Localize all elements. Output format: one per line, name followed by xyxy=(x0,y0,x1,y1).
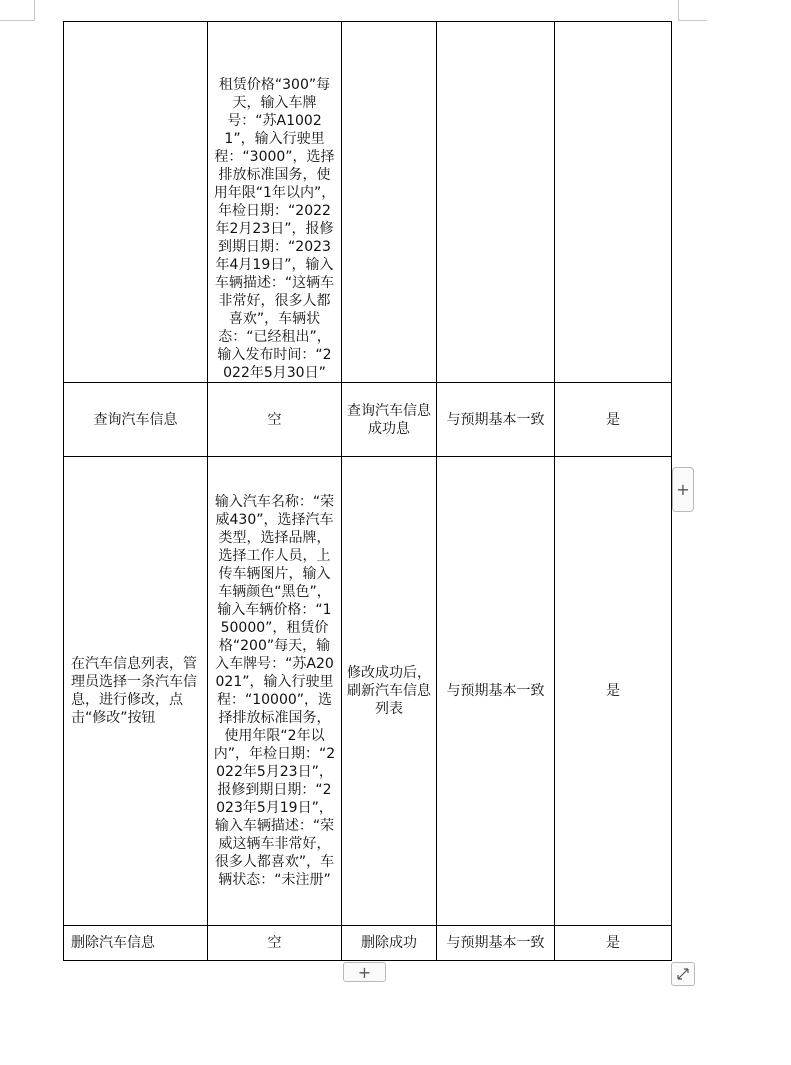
table-row xyxy=(64,22,672,383)
table-resize-handle[interactable] xyxy=(671,962,695,986)
table-cell xyxy=(437,22,555,383)
test-case-table xyxy=(63,21,672,961)
table-cell: 与预期基本一致 xyxy=(437,926,555,961)
table-cell: 是 xyxy=(555,926,672,961)
table-cell: 删除汽车信息 xyxy=(64,926,208,961)
table-cell: 是 xyxy=(555,457,672,926)
table-cell: 与预期基本一致 xyxy=(437,383,555,457)
table-cell: 是 xyxy=(555,383,672,457)
table-cell: 空 xyxy=(208,383,342,457)
table-cell: 与预期基本一致 xyxy=(437,457,555,926)
add-row-button[interactable] xyxy=(343,962,386,982)
plus-icon: + xyxy=(676,480,690,499)
table-cell: 删除成功 xyxy=(342,926,437,961)
table-cell: 查询汽车信息 xyxy=(64,383,208,457)
page-corner-mark-right xyxy=(678,0,707,21)
table-cell: 租赁价格“300”每天，输入车牌号：“苏A10021”，输入行驶里程：“3000”，选择排放标准国务，使用年限“1年以内”，年检日期：“2022年2月23日”，报修到期日期：“2023年4月19日”，输入车辆描述：“这辆车非常好，很多人都喜欢”，车辆状态：“已经租出”，输入发布时间：“2022年5月30日” xyxy=(208,22,342,383)
table-cell: 查询汽车信息成功息 xyxy=(342,383,437,457)
plus-icon: + xyxy=(357,962,372,982)
table-cell xyxy=(342,22,437,383)
table-row xyxy=(64,457,672,926)
page-corner-mark-left xyxy=(0,0,35,21)
table-row xyxy=(64,383,672,457)
table-cell: 输入汽车名称：“荣威430”，选择汽车类型，选择品牌，选择工作人员，上传车辆图片，输入车辆颜色“黑色”，输入车辆价格：“150000”，租赁价格“200”每天，输入车牌号：“苏A20021”，输入行驶里程：“10000”，选择排放标准国务，使用年限“2年以内”，年检日期：“2022年5月23日”，报修到期日期：“2023年5月19日”，输入车辆描述：“荣威这辆车非常好，很多人都喜欢”，车辆状态：“未注册” xyxy=(208,457,342,926)
table-row xyxy=(64,926,672,961)
resize-diagonal-icon xyxy=(676,967,690,981)
add-column-button[interactable] xyxy=(672,467,694,512)
table-cell xyxy=(64,22,208,383)
table-cell: 在汽车信息列表，管理员选择一条汽车信息，进行修改，点击“修改”按钮 xyxy=(64,457,208,926)
table-cell xyxy=(555,22,672,383)
table-cell: 空 xyxy=(208,926,342,961)
table-cell: 修改成功后，刷新汽车信息列表 xyxy=(342,457,437,926)
